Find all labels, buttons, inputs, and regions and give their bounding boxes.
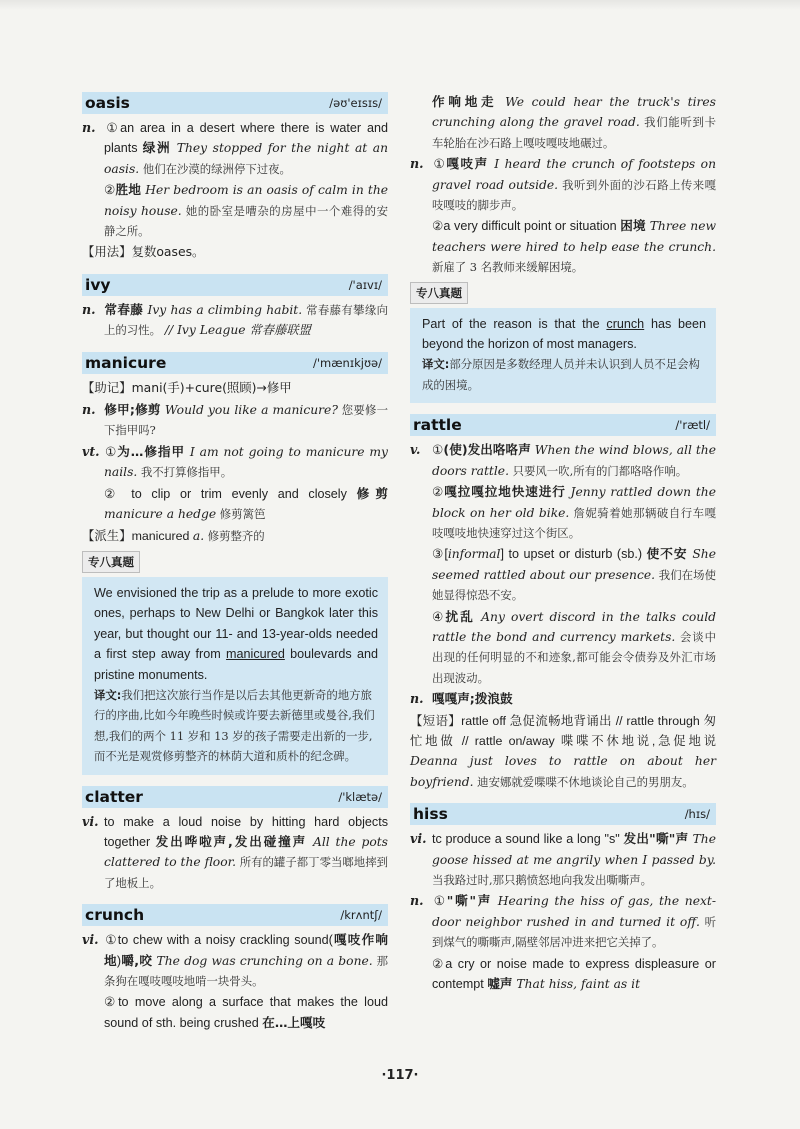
example-zh: 只要风一吹,所有的门都咯咯作响。 xyxy=(509,463,688,478)
example-zh: 常春藤有攀缘向上的习性。 xyxy=(104,302,388,338)
right-column xyxy=(410,92,716,1005)
definition xyxy=(410,891,716,952)
exam-text: Part of the reason is that the xyxy=(422,316,607,331)
definition-zh: "嘶"声 xyxy=(446,893,493,909)
definition xyxy=(82,992,388,1033)
example-zh: 詹妮骑着她那辆破自行车嘎吱嘎吱地快速穿过这个街区。 xyxy=(432,505,716,540)
translation-label: 译文: xyxy=(422,357,450,372)
mnemonic-label: 【助记】 xyxy=(82,379,132,395)
phrase-label: 【短语】 xyxy=(410,712,462,728)
part-of-speech: vi. xyxy=(82,813,99,829)
definition xyxy=(410,829,716,890)
exam-text: has been beyond the horizon of most managers. xyxy=(422,316,706,352)
example-zh: 我们在场使她显得惊恐不安。 xyxy=(432,567,717,603)
example-zh: 迪安娜就爱喋喋不休地谈论自己的男朋友。 xyxy=(473,774,694,789)
definition-zh: 修剪 xyxy=(356,485,388,501)
mnemonic-note xyxy=(82,378,388,398)
entry-ivy xyxy=(82,274,388,341)
headword-bar xyxy=(82,352,388,374)
headword-bar xyxy=(82,274,388,296)
example-en: Would you like a manicure? xyxy=(160,403,338,418)
entry-clatter xyxy=(82,786,388,894)
translation-text: 部分原因是多数经理人员并未认识到人员不足会构成的困境。 xyxy=(422,357,700,392)
definition xyxy=(410,607,716,689)
sense-number: ② xyxy=(104,994,119,1010)
part-of-speech: n. xyxy=(410,156,424,172)
definition-zh: 嘎吱作响地 xyxy=(104,932,388,968)
exam-label: 专八真题 xyxy=(82,551,140,573)
entry-crunch-continued xyxy=(410,92,716,403)
mnemonic-text: mani(手)+cure(照顾)→修甲 xyxy=(131,379,292,395)
definition-en: an area in a desert where there is water and plants xyxy=(104,121,389,156)
sense-number: ② xyxy=(432,484,445,500)
example-en: Jenny rattled down the block on her old bike. xyxy=(432,485,716,520)
headword-bar xyxy=(82,904,388,926)
definition xyxy=(82,180,388,241)
example-en: I am not going to manicure my nails. xyxy=(104,444,388,480)
page-top-edge xyxy=(0,0,800,10)
phonetic: /'klætə/ xyxy=(338,789,382,804)
definition-zh: 嘎嘎声;拨浪鼓 xyxy=(432,691,513,707)
example-en: All the pots clattered to the floor. xyxy=(104,834,388,870)
definition xyxy=(82,484,388,525)
usage-note xyxy=(82,242,388,262)
definition xyxy=(82,442,388,483)
exam-keyword: crunch xyxy=(606,316,645,331)
sense-number: ② xyxy=(104,182,116,198)
definition-zh: 为…修指甲 xyxy=(117,443,186,459)
sense-number: ① xyxy=(104,443,118,459)
sense-number: ① xyxy=(104,120,121,135)
example-en: Deanna just loves to rattle on about her boyfriend. xyxy=(410,754,716,789)
entry-oasis xyxy=(82,92,388,263)
example-zh: 他们在沙漠的绿洲停下过夜。 xyxy=(139,161,291,176)
example-zh: 当我路过时,那只鹅愤怒地向我发出嘶嘶声。 xyxy=(432,873,653,887)
example-en: manicure a hedge xyxy=(104,507,217,522)
definition-en: a very difficult point or situation xyxy=(443,219,621,234)
example-en: She seemed rattled about our presence. xyxy=(432,547,717,582)
example-zh: 我们能听到卡车轮胎在沙石路上嘎吱嘎吱地碾过。 xyxy=(432,115,716,150)
definition-en: to make a loud noise by hitting hard objects together xyxy=(104,814,388,849)
example-zh: 她的卧室是嘈杂的房屋中一个难得的安静之所。 xyxy=(104,203,388,239)
sense-number: ④ xyxy=(432,608,446,624)
example-en: We could hear the truck's tires crunching along the gravel road. xyxy=(432,95,716,130)
phrase-note xyxy=(410,711,716,793)
phonetic: /'aɪvɪ/ xyxy=(348,277,382,292)
page-number: ·117· xyxy=(381,1068,419,1083)
definition-zh: 困境 xyxy=(620,218,646,234)
headword: rattle xyxy=(413,416,462,435)
exam-text: We envisioned the trip as a prelude to more exotic ones, perhaps to New Delhi or Bangkok later this year, but thought our 11- and 13-year-olds needed a first step away from xyxy=(94,585,378,662)
sense-number: ③ xyxy=(432,546,445,562)
example-zh: 听到煤气的嘶嘶声,隔壁邻居冲进来把它关掉了。 xyxy=(432,914,716,950)
part-of-speech: vt. xyxy=(82,443,100,459)
headword: clatter xyxy=(85,787,143,806)
definition xyxy=(82,930,388,991)
definition-zh: 作响地走 xyxy=(432,94,498,109)
example-en: Her bedroom is an oasis of calm in the noisy house. xyxy=(104,183,389,218)
definition-zh: 常春藤 xyxy=(104,301,144,317)
part-of-speech: vi. xyxy=(410,831,427,847)
sense-number: ① xyxy=(104,932,118,948)
register-label: informal xyxy=(447,547,501,562)
definition-zh: (使)发出咯咯声 xyxy=(443,442,531,458)
usage-label: 【用法】 xyxy=(82,244,132,260)
example-zh: 新雇了 3 名教师来缓解困境。 xyxy=(432,260,584,275)
definition xyxy=(410,216,716,277)
definition-zh: 嚼,咬 xyxy=(121,952,153,968)
phonetic: /hɪs/ xyxy=(684,807,710,822)
sense-number: ② xyxy=(432,955,446,971)
example-en: Hearing the hiss of gas, the next-door neighbor rushed in and turned it off. xyxy=(432,894,717,929)
definition-en: [ xyxy=(444,547,448,562)
phonetic: /'mænɪkjʊə/ xyxy=(313,355,382,370)
example-zh: 所有的罐子都丁零当啷地摔到了地板上。 xyxy=(104,855,389,890)
headword: oasis xyxy=(85,94,130,112)
exam-translation xyxy=(422,354,706,395)
definition-zh: 修甲;修剪 xyxy=(104,402,161,418)
headword-bar xyxy=(82,786,388,808)
part-of-speech: n. xyxy=(82,120,96,135)
entry-manicure xyxy=(82,352,388,775)
example-en: The dog was crunching on a bone. xyxy=(152,953,373,968)
headword: ivy xyxy=(85,275,111,294)
part-of-speech: n. xyxy=(410,691,424,707)
definition-en: ] to upset or disturb (sb.) xyxy=(500,547,647,562)
headword: crunch xyxy=(85,906,145,925)
exam-text: boulevards and pristine monuments. xyxy=(94,647,378,682)
definition-zh: 发出"嘶"声 xyxy=(623,831,689,847)
left-column xyxy=(82,92,388,1044)
derivative-meaning: 修剪整齐的 xyxy=(204,528,265,543)
headword: manicure xyxy=(85,353,167,372)
example-en: The goose hissed at me angrily when I passed by. xyxy=(432,832,717,867)
exam-keyword: manicured xyxy=(226,647,285,662)
definition xyxy=(82,400,388,441)
definition-en: to chew with a noisy crackling sound( xyxy=(117,933,333,948)
example-en: Any overt discord in the talks could rattle the bond and currency markets. xyxy=(432,609,717,644)
exam-sentence xyxy=(94,583,378,685)
sense-number: ② xyxy=(104,485,122,501)
sense-number: ② xyxy=(432,218,444,234)
example-en: They stopped for the night at an oasis. xyxy=(104,141,389,176)
exam-sentence xyxy=(422,314,706,355)
phonetic: /'rætl/ xyxy=(675,418,710,433)
headword-bar xyxy=(410,414,716,436)
derivative-note xyxy=(82,526,388,546)
part-of-speech: vi. xyxy=(82,932,99,948)
part-of-speech: n. xyxy=(82,301,96,317)
sense-number: ① xyxy=(432,893,447,909)
example-zh: 修剪篱笆 xyxy=(216,507,266,522)
exam-box xyxy=(82,577,388,775)
definition-zh: 扰乱 xyxy=(445,608,476,624)
exam-translation xyxy=(94,685,378,767)
usage-text: 复数oases。 xyxy=(131,244,205,260)
definition xyxy=(410,482,716,543)
entry-crunch xyxy=(82,904,388,1033)
derivative-word: manicured xyxy=(131,528,193,543)
example-zh: 会谈中出现的任何明显的不和迹象,都可能会令债券及外汇市场出现波动。 xyxy=(432,629,716,685)
example-en: I heard the crunch of footsteps on gravel road outside. xyxy=(432,157,717,192)
derivative-label: 【派生】 xyxy=(82,527,132,543)
part-of-speech: n. xyxy=(82,402,96,418)
definition xyxy=(82,118,388,179)
translation-label: 译文: xyxy=(94,687,122,702)
definition xyxy=(410,544,716,605)
example-en: That hiss, faint as it xyxy=(512,977,641,992)
sense-number: ① xyxy=(432,156,447,172)
related-phrase: // Ivy League 常春藤联盟 xyxy=(160,323,311,338)
exam-label: 专八真题 xyxy=(410,282,468,304)
example-zh: 我不打算修指甲。 xyxy=(137,465,233,480)
definition xyxy=(410,689,716,709)
phrase-text: rattle off 急促流畅地背诵出 // rattle through 匆忙地做 // rattle on/away 喋喋不休地说,急促地说 xyxy=(410,713,717,748)
example-en: Three new teachers were hired to help ease the crunch. xyxy=(432,219,717,254)
definition-zh: 发出哗啦声,发出碰撞声 xyxy=(155,833,308,849)
example-en: When the wind blows, all the doors rattle. xyxy=(432,443,717,478)
definition-zh: 嘎拉嘎拉地快速进行 xyxy=(444,484,566,500)
exam-box xyxy=(410,308,716,404)
part-of-speech: n. xyxy=(410,893,424,909)
translation-text: 我们把这次旅行当作是以后去其他更新奇的地方旅行的序曲,比如今年晚些时候或许要去新德里或曼谷,我们想,我们的两个 11 岁和 13 岁的孩子需要走出新的一步,而不光是观赏修剪整齐的林荫大道和质朴的纪念碑。 xyxy=(94,687,375,764)
entry-rattle xyxy=(410,414,716,792)
definition-en: a cry or noise made to express displeasure or contempt xyxy=(432,956,716,992)
definition-zh: 嘘声 xyxy=(487,976,513,992)
definition-en: to clip or trim evenly and closely xyxy=(121,486,357,501)
phonetic: /krʌntʃ/ xyxy=(340,908,382,923)
definition-zh: 嘎吱声 xyxy=(446,156,489,172)
definition xyxy=(82,300,388,341)
definition-zh: 绿洲 xyxy=(142,140,172,156)
example-en: Ivy has a climbing habit. xyxy=(143,302,303,317)
definition-en: tc produce a sound like a long "s" xyxy=(432,832,624,847)
part-of-speech: a. xyxy=(192,528,205,543)
definition xyxy=(410,954,716,995)
definition-en: to move along a surface that makes the loud sound of sth. being crushed xyxy=(104,995,388,1030)
entry-hiss xyxy=(410,803,716,994)
definition-zh: 在…上嘎吱 xyxy=(262,1014,326,1030)
definition-en: ) xyxy=(116,953,122,968)
example-zh: 那条狗在嘎吱嘎吱地啃一块骨头。 xyxy=(104,953,389,988)
headword-bar xyxy=(410,803,716,825)
definition xyxy=(410,440,716,481)
definition-zh: 胜地 xyxy=(115,182,142,198)
definition xyxy=(410,154,716,215)
example-zh: 我听到外面的沙石路上传来嘎吱嘎吱的脚步声。 xyxy=(432,177,717,213)
definition xyxy=(82,812,388,894)
part-of-speech: v. xyxy=(410,442,421,458)
example-zh: 您要修一下指甲吗? xyxy=(104,403,389,438)
headword-bar xyxy=(82,92,388,114)
phonetic: /əʊ'eɪsɪs/ xyxy=(329,96,382,110)
definition xyxy=(410,92,716,153)
sense-number: ① xyxy=(432,442,444,458)
definition-zh: 使不安 xyxy=(646,546,688,562)
headword: hiss xyxy=(413,805,448,824)
